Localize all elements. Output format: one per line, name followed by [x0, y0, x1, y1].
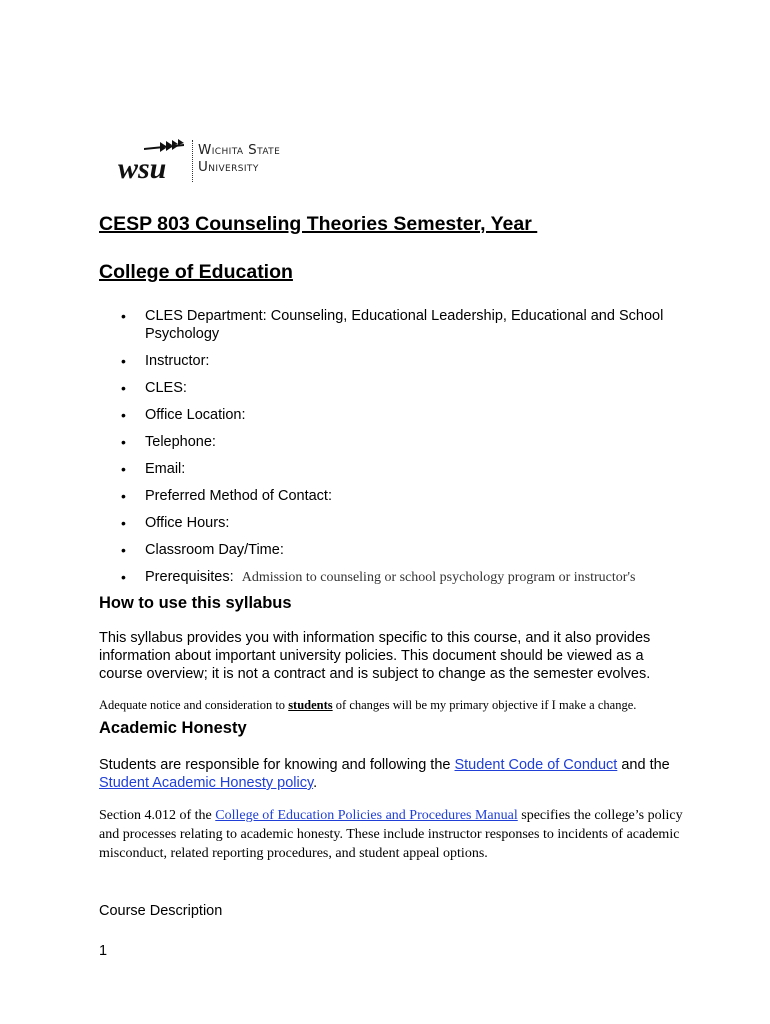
academic-honesty-body — [99, 756, 689, 792]
how-to-use-body: This syllabus provides you with information specific to this course, and it also provides information about important university policies. This document should be viewed as a course overview; it is not a contract and is subject to change as the semester evolves. — [99, 630, 651, 682]
info-classroom: • Classroom Day/Time: — [99, 541, 669, 559]
academic-honesty-policy-link[interactable]: Student Academic Honesty policy — [99, 775, 314, 791]
course-description-heading: Course Description — [99, 903, 223, 919]
logo-line-1: Wichita State — [198, 142, 281, 158]
notice-before: Adequate notice and consideration to — [99, 698, 289, 712]
honesty-text-2: and the — [617, 757, 670, 773]
wsu-wheat-logo-icon — [116, 136, 188, 188]
info-cles: • CLES: — [99, 379, 669, 397]
section-before: Section 4.012 of the — [99, 808, 216, 823]
page-number: 1 — [99, 943, 108, 959]
notice-text — [99, 698, 699, 713]
prerequisites-label: Prerequisites: — [145, 569, 234, 585]
course-info-list — [99, 307, 669, 596]
info-email: • Email: — [99, 460, 669, 478]
university-logo — [116, 136, 316, 188]
how-to-use-heading: How to use this syllabus — [99, 594, 292, 612]
policies-manual-link[interactable]: College of Education Policies and Procedures Manual — [215, 808, 518, 823]
section-4012-paragraph — [99, 806, 689, 863]
course-title: CESP 803 Counseling Theories Semester, Year — [99, 213, 538, 235]
info-preferred-contact: • Preferred Method of Contact: — [99, 487, 669, 505]
info-instructor: • Instructor: — [99, 352, 669, 370]
info-office-hours: • Office Hours: — [99, 514, 669, 532]
logo-wordmark — [198, 142, 280, 176]
info-office-location: • Office Location: — [99, 406, 669, 424]
honesty-text-1: Students are responsible for knowing and following the — [99, 757, 455, 773]
notice-after: of changes will be my primary objective if I make a change. — [332, 698, 637, 712]
academic-honesty-heading: Academic Honesty — [99, 719, 247, 737]
info-department: • CLES Department: Counseling, Educational Leadership, Educational and School Psychology — [99, 307, 669, 343]
logo-mark-text: wsu — [118, 152, 167, 185]
prerequisites-value: Admission to counseling or school psychology program or instructor's — [241, 570, 636, 585]
notice-students: students — [288, 698, 333, 712]
info-telephone: • Telephone: — [99, 433, 669, 451]
logo-divider — [192, 140, 193, 182]
honesty-text-3: . — [313, 775, 318, 791]
college-heading: College of Education — [99, 261, 293, 283]
student-code-of-conduct-link[interactable]: Student Code of Conduct — [454, 757, 618, 773]
section-after: specifies the college’s policy and processes relating to academic honesty. These include instructor responses to incidents of academic misconduct, related reporting procedures, and student appeal options. — [99, 808, 683, 861]
logo-line-2: University — [198, 159, 259, 175]
info-prerequisites — [99, 568, 669, 587]
